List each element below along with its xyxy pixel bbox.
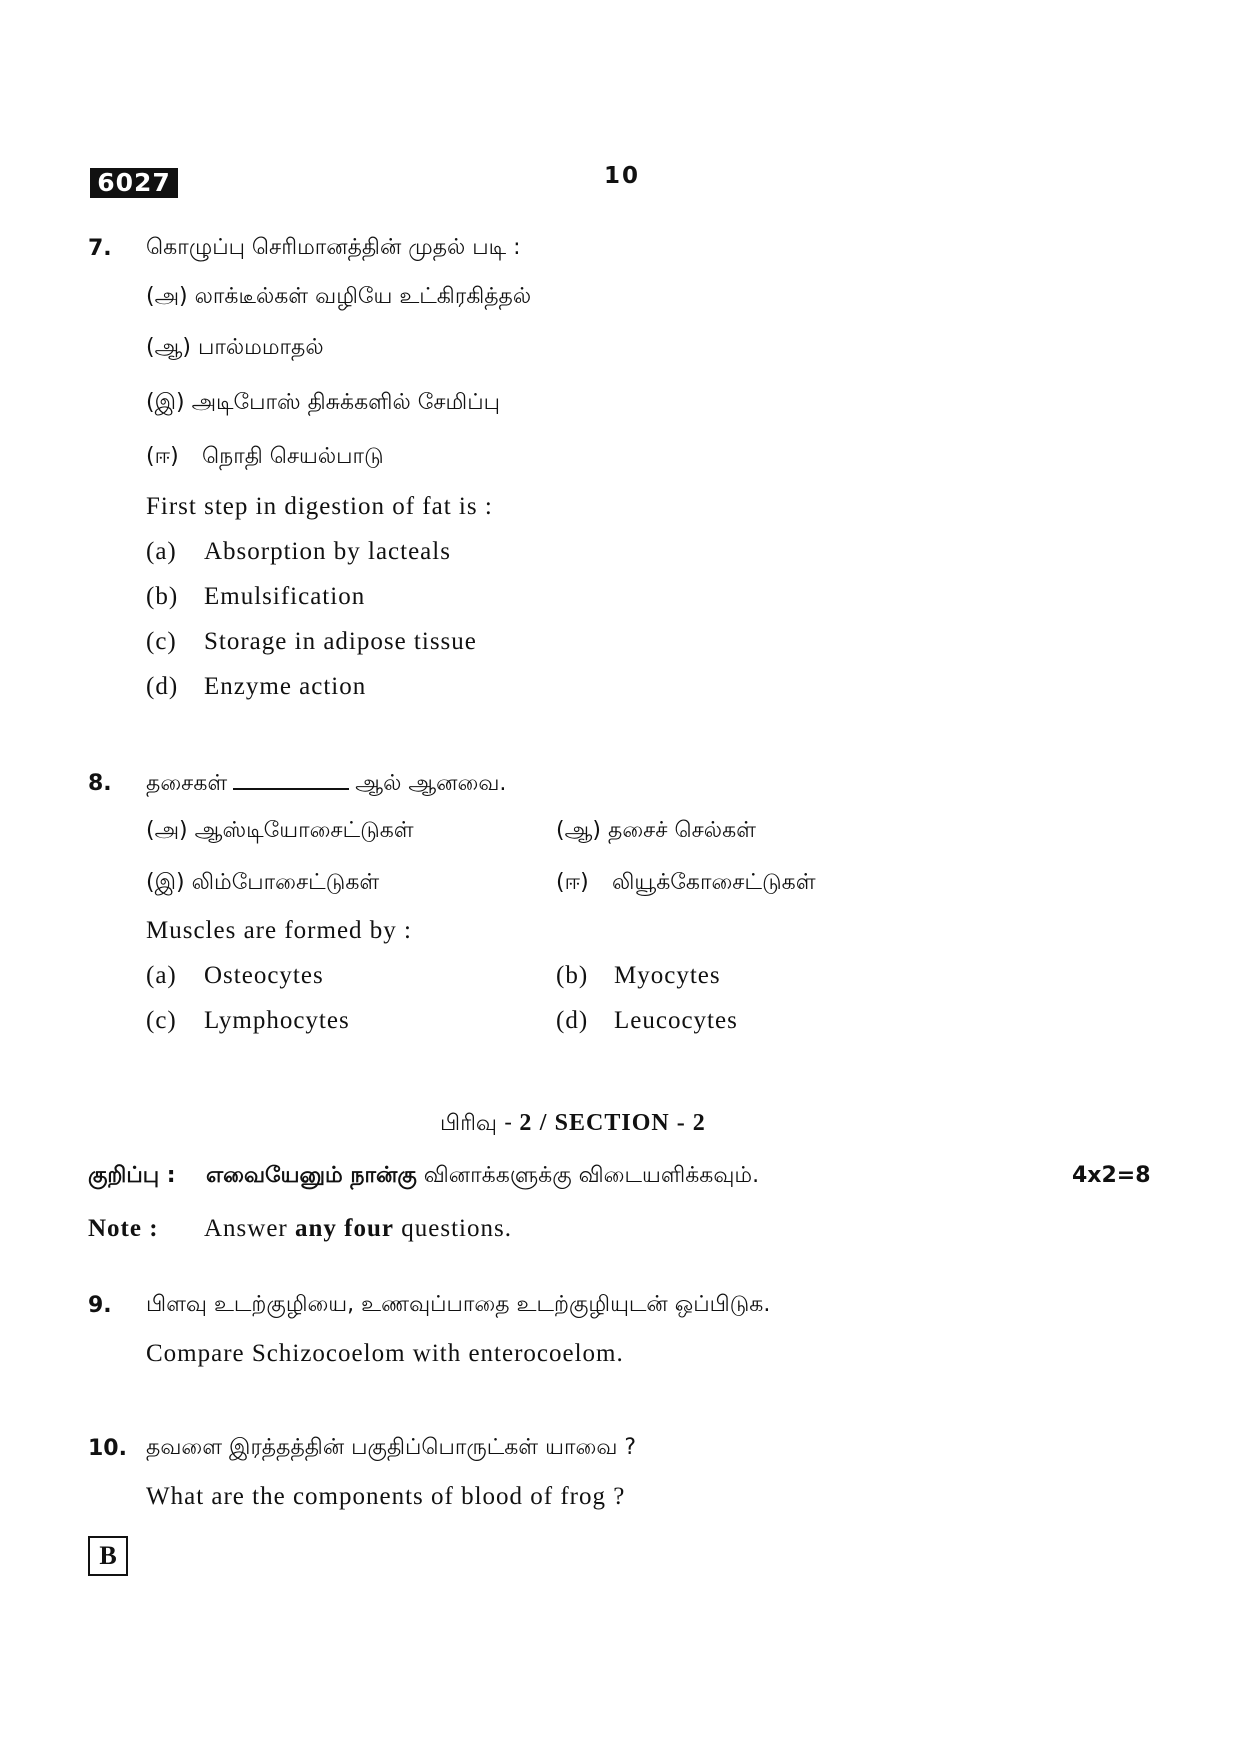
option-label: (அ) — [146, 284, 188, 309]
option-label: (ஆ) — [556, 818, 601, 843]
option-text: தசைச் செல்கள் — [608, 818, 756, 843]
option-en — [146, 1007, 350, 1035]
section-heading-ta: பிரிவு — [440, 1111, 497, 1136]
option-en — [556, 962, 721, 990]
option-label: (ஈ) — [146, 444, 179, 469]
option-text: லியூக்கோசைட்டுகள் — [612, 870, 816, 895]
question-text-ta: தவளை இரத்தத்தின் பகுதிப்பொருட்கள் யாவை ? — [146, 1435, 637, 1460]
question-number: 7. — [88, 236, 112, 261]
option-text: அடிபோஸ் திசுக்களில் சேமிப்பு — [191, 390, 500, 415]
option-label: (ஆ) — [146, 335, 191, 360]
option-ta — [146, 335, 324, 363]
option-label: (இ) — [146, 390, 185, 415]
section-heading — [440, 1110, 706, 1139]
option-text: Emulsification — [204, 583, 366, 610]
option-label: (b) — [556, 962, 589, 989]
option-text: லிம்போசைட்டுகள் — [191, 870, 380, 895]
question-text-en: What are the components of blood of frog ? — [146, 1483, 626, 1510]
option-en — [146, 673, 366, 701]
question-text-ta — [146, 770, 506, 799]
booklet-code-box: B — [88, 1536, 128, 1576]
option-text: Lymphocytes — [204, 1007, 350, 1034]
option-text: Myocytes — [614, 962, 721, 989]
marks-allocation: 4x2=8 — [1072, 1163, 1151, 1188]
option-text: லாக்டீல்கள் வழியே உட்கிரகித்தல் — [194, 284, 532, 309]
section-heading-en: SECTION - 2 — [554, 1110, 706, 1136]
option-text: Absorption by lacteals — [204, 538, 451, 565]
option-label: (d) — [556, 1007, 589, 1034]
option-ta — [146, 284, 531, 312]
paper-code-badge: 6027 — [90, 168, 178, 198]
option-label: (c) — [146, 628, 177, 655]
option-ta — [146, 818, 414, 846]
section-sep: - — [504, 1110, 513, 1136]
note-ta — [88, 1163, 759, 1191]
option-label: (d) — [146, 673, 179, 700]
question-text-ta-end: ஆல் ஆனவை. — [355, 771, 507, 796]
option-ta — [146, 390, 500, 418]
question-number: 10. — [88, 1436, 127, 1461]
note-text-after: questions. — [401, 1215, 512, 1242]
option-ta — [556, 818, 756, 846]
note-en — [88, 1215, 512, 1243]
option-label: (ஈ) — [556, 870, 589, 895]
option-text: Enzyme action — [204, 673, 367, 700]
option-en — [146, 962, 324, 990]
option-text: Storage in adipose tissue — [204, 628, 477, 655]
option-text: நொதி செயல்பாடு — [202, 444, 384, 469]
option-ta — [556, 870, 816, 898]
option-text: Leucocytes — [614, 1007, 738, 1034]
question-text-ta: பிளவு உடற்குழியை, உணவுப்பாதை உடற்குழியுடன் ஒப்பிடுக. — [146, 1292, 771, 1317]
note-text-before: Answer — [204, 1215, 288, 1242]
note-emphasis-ta: எவையேனும் நான்கு — [206, 1163, 417, 1188]
question-text-en: Muscles are formed by : — [146, 917, 412, 944]
option-ta — [146, 444, 384, 472]
option-en — [556, 1007, 738, 1035]
option-text: Osteocytes — [204, 962, 324, 989]
section-num: 2 — [519, 1110, 533, 1136]
option-label: (c) — [146, 1007, 177, 1034]
option-label: (b) — [146, 583, 179, 610]
option-en — [146, 583, 365, 611]
section-slash: / — [539, 1110, 548, 1136]
note-label-ta: குறிப்பு : — [88, 1163, 176, 1188]
note-label-en: Note : — [88, 1215, 159, 1242]
option-en — [146, 538, 451, 566]
note-rest-ta: வினாக்களுக்கு விடையளிக்கவும். — [423, 1163, 760, 1188]
question-text-en: First step in digestion of fat is : — [146, 493, 493, 520]
option-label: (a) — [146, 538, 177, 565]
question-number: 8. — [88, 771, 112, 796]
question-text-ta-start: தசைகள் — [146, 771, 228, 796]
option-ta — [146, 870, 379, 898]
option-en — [146, 628, 477, 656]
question-text-ta: கொழுப்பு செரிமானத்தின் முதல் படி : — [146, 235, 521, 260]
page-number: 10 — [604, 163, 641, 189]
option-label: (அ) — [146, 818, 188, 843]
option-text: பால்மமாதல் — [198, 335, 324, 360]
note-emphasis-en: any four — [295, 1215, 394, 1242]
fill-in-blank — [233, 770, 349, 790]
option-label: (இ) — [146, 870, 185, 895]
option-text: ஆஸ்டியோசைட்டுகள் — [194, 818, 414, 843]
question-text-en: Compare Schizocoelom with enterocoelom. — [146, 1340, 624, 1367]
question-number: 9. — [88, 1293, 112, 1318]
option-label: (a) — [146, 962, 177, 989]
